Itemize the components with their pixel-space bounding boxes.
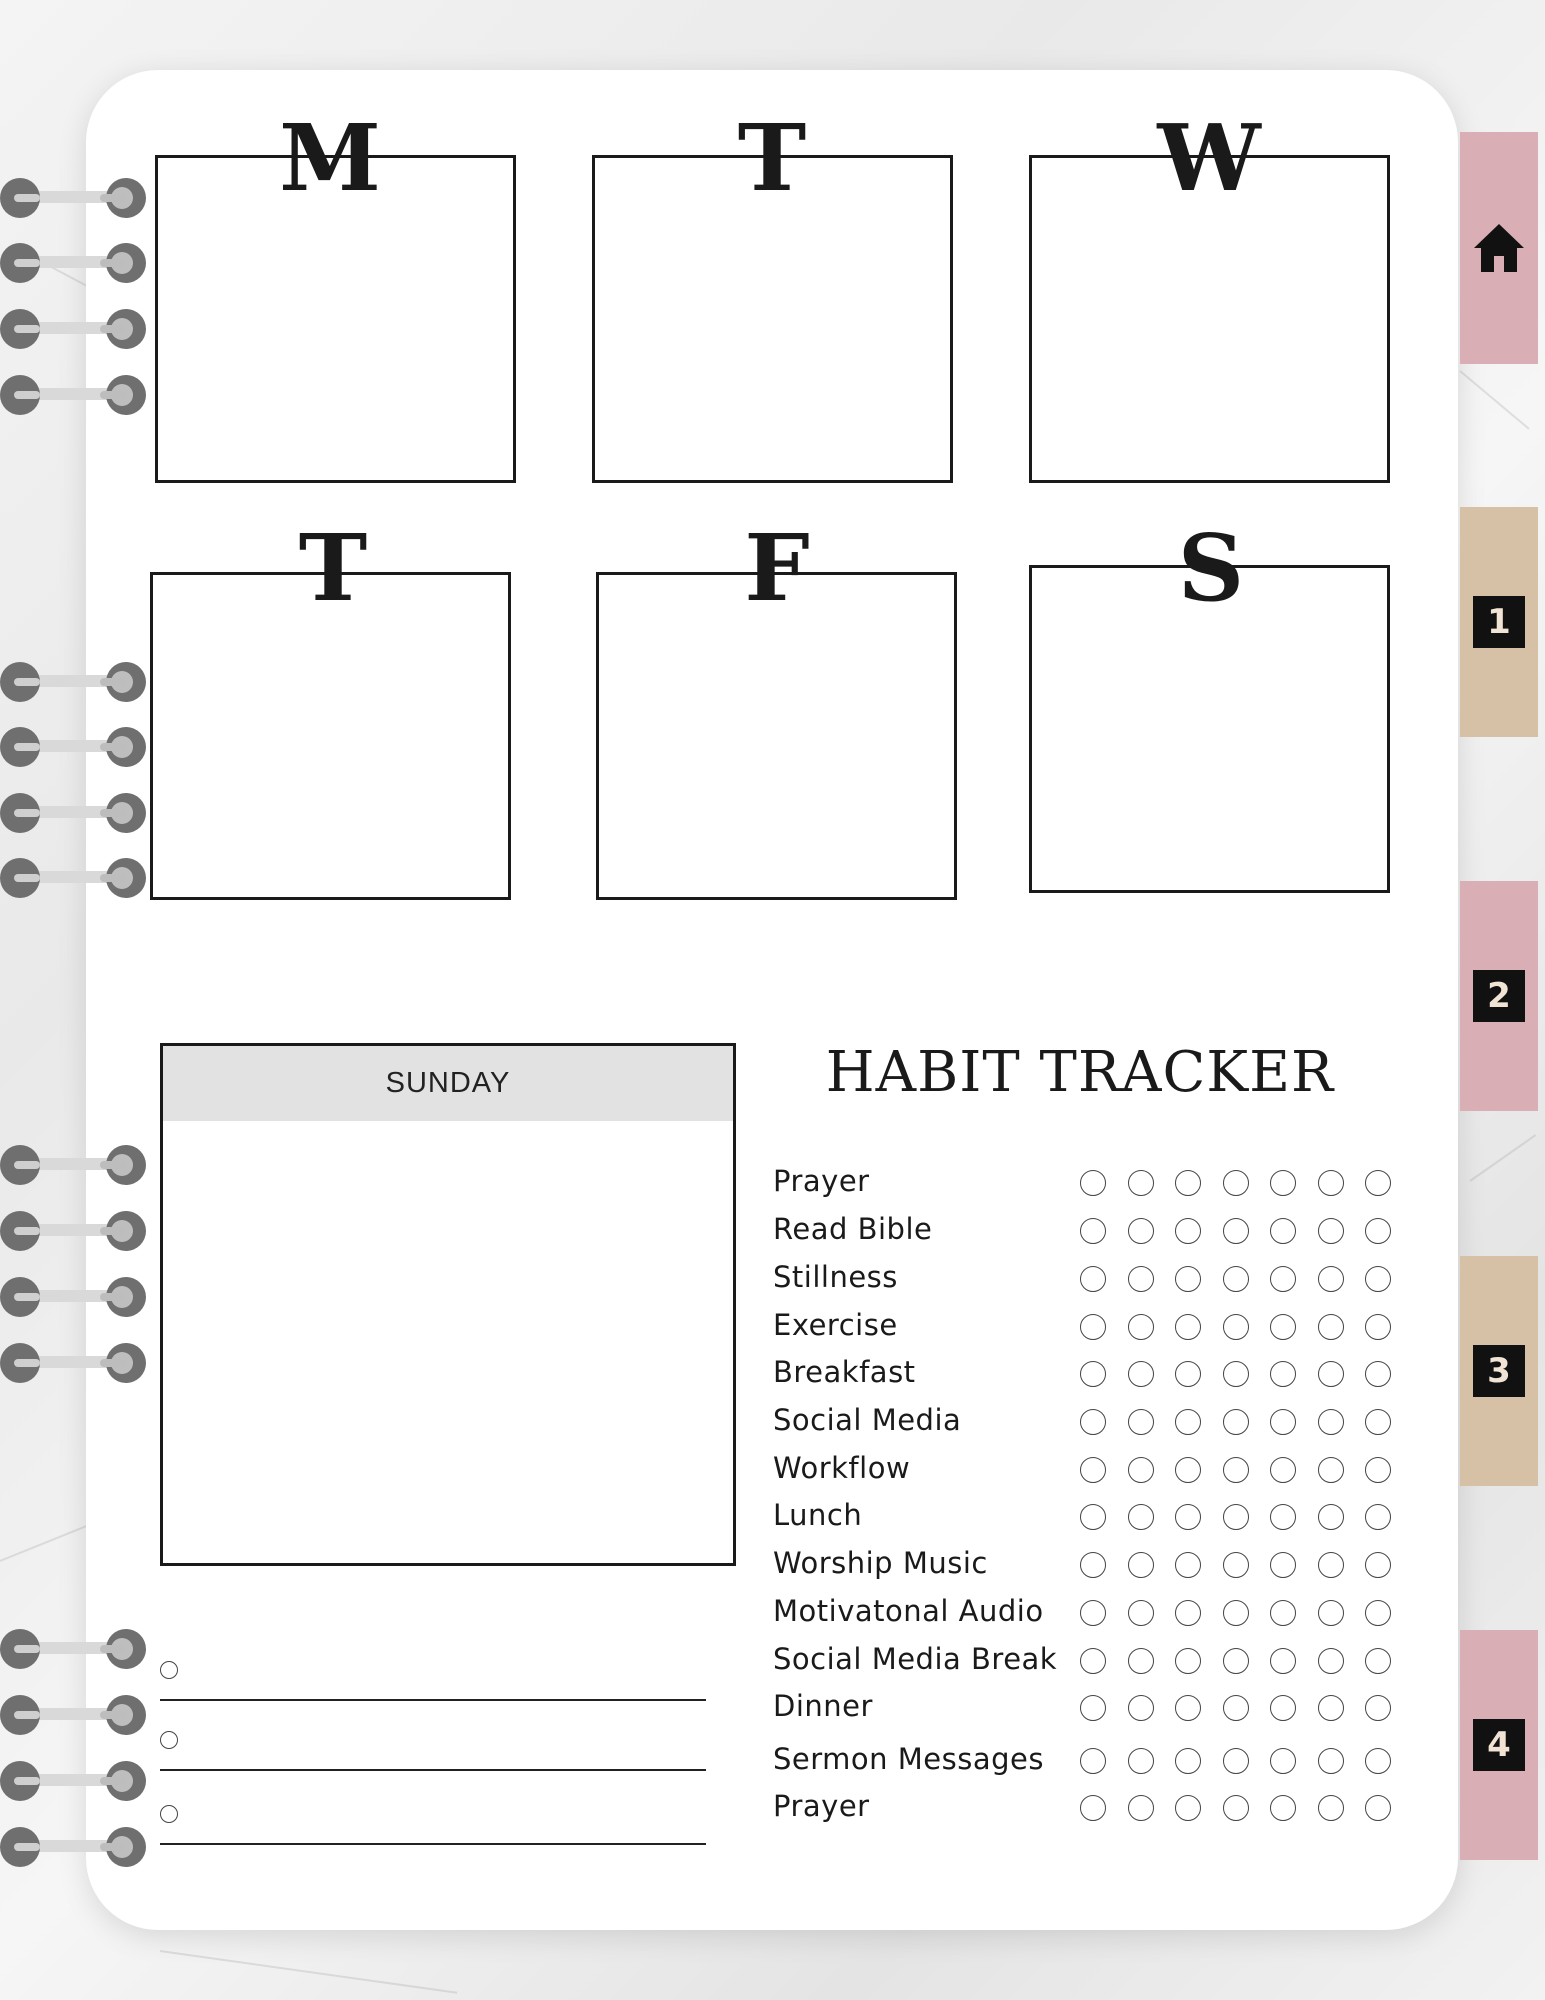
habit-checkbox[interactable]: [1175, 1314, 1201, 1340]
habit-checkbox[interactable]: [1175, 1409, 1201, 1435]
habit-row: [773, 1789, 1393, 1829]
tab-section-4-number: 4: [1473, 1719, 1525, 1771]
day-letter-monday: M: [279, 104, 381, 212]
habit-checkbox[interactable]: [1080, 1600, 1106, 1626]
habit-checkbox[interactable]: [1270, 1648, 1296, 1674]
habit-label: Worship Music: [773, 1546, 988, 1580]
habit-label: Stillness: [773, 1260, 898, 1294]
habit-checkbox[interactable]: [1270, 1695, 1296, 1721]
habit-checkbox[interactable]: [1128, 1695, 1154, 1721]
habit-checkbox[interactable]: [1223, 1695, 1249, 1721]
tab-section-1-number: 1: [1473, 596, 1525, 648]
todo-item[interactable]: [160, 1731, 706, 1771]
habit-checkbox[interactable]: [1175, 1361, 1201, 1387]
habit-checkbox[interactable]: [1223, 1314, 1249, 1340]
habit-checkbox[interactable]: [1128, 1457, 1154, 1483]
habit-checkbox[interactable]: [1128, 1314, 1154, 1340]
habit-checkbox[interactable]: [1318, 1361, 1344, 1387]
habit-checkbox[interactable]: [1080, 1695, 1106, 1721]
habit-row: [773, 1212, 1393, 1252]
todo-checkbox[interactable]: [160, 1731, 178, 1749]
binding-ring: [0, 659, 150, 705]
habit-checkbox[interactable]: [1080, 1409, 1106, 1435]
habit-checkbox[interactable]: [1318, 1552, 1344, 1578]
binding-ring: [0, 240, 150, 286]
habit-checkbox[interactable]: [1365, 1409, 1391, 1435]
habit-row: [773, 1689, 1393, 1729]
habit-checkbox[interactable]: [1080, 1795, 1106, 1821]
habit-checkbox[interactable]: [1128, 1218, 1154, 1244]
habit-checkbox[interactable]: [1175, 1218, 1201, 1244]
marble-vein: [1459, 370, 1529, 429]
habit-checkbox[interactable]: [1128, 1504, 1154, 1530]
home-icon: [1472, 222, 1526, 274]
habit-checkbox[interactable]: [1080, 1648, 1106, 1674]
habit-checkbox[interactable]: [1223, 1648, 1249, 1674]
habit-label: Lunch: [773, 1498, 863, 1532]
habit-checkbox[interactable]: [1128, 1648, 1154, 1674]
habit-row: [773, 1594, 1393, 1634]
habit-row: [773, 1742, 1393, 1782]
marble-vein: [1469, 1134, 1536, 1182]
habit-label: Prayer: [773, 1164, 870, 1198]
habit-checkbox[interactable]: [1175, 1648, 1201, 1674]
habit-checkbox[interactable]: [1365, 1361, 1391, 1387]
habit-checkbox[interactable]: [1223, 1361, 1249, 1387]
habit-checkbox[interactable]: [1365, 1504, 1391, 1530]
habit-checkbox[interactable]: [1080, 1266, 1106, 1292]
habit-checkbox[interactable]: [1128, 1266, 1154, 1292]
day-letter-tuesday: T: [737, 104, 807, 212]
habit-checkbox[interactable]: [1175, 1170, 1201, 1196]
habit-checkbox[interactable]: [1365, 1266, 1391, 1292]
habit-checkbox[interactable]: [1270, 1748, 1296, 1774]
habit-checkbox[interactable]: [1270, 1361, 1296, 1387]
tab-section-3-number: 3: [1473, 1345, 1525, 1397]
todo-line: [160, 1769, 706, 1771]
habit-checkbox[interactable]: [1270, 1552, 1296, 1578]
habit-checkbox[interactable]: [1223, 1600, 1249, 1626]
habit-checkbox[interactable]: [1080, 1218, 1106, 1244]
tab-home[interactable]: [1460, 132, 1538, 364]
habit-label: Exercise: [773, 1308, 898, 1342]
habit-checkbox[interactable]: [1175, 1504, 1201, 1530]
habit-checkbox[interactable]: [1365, 1795, 1391, 1821]
habit-checkbox[interactable]: [1175, 1795, 1201, 1821]
habit-row: [773, 1260, 1393, 1300]
habit-checkbox[interactable]: [1270, 1504, 1296, 1530]
habit-checkbox[interactable]: [1318, 1170, 1344, 1196]
habit-label: Sermon Messages: [773, 1742, 1044, 1776]
habit-tracker-title: HABIT TRACKER: [825, 1040, 1335, 1105]
habit-checkbox[interactable]: [1365, 1552, 1391, 1578]
habit-checkbox[interactable]: [1365, 1314, 1391, 1340]
habit-checkbox[interactable]: [1128, 1170, 1154, 1196]
day-letter-friday: F: [744, 514, 810, 622]
habit-checkbox[interactable]: [1080, 1457, 1106, 1483]
habit-row: [773, 1308, 1393, 1348]
habit-checkbox[interactable]: [1270, 1314, 1296, 1340]
habit-checkbox[interactable]: [1318, 1266, 1344, 1292]
day-letter-wednesday: W: [1157, 104, 1261, 212]
habit-checkbox[interactable]: [1223, 1218, 1249, 1244]
binding-ring: [0, 724, 150, 770]
habit-label: Read Bible: [773, 1212, 933, 1246]
habit-label: Workflow: [773, 1451, 911, 1485]
tab-section-3[interactable]: [1460, 1256, 1538, 1486]
habit-checkbox[interactable]: [1175, 1600, 1201, 1626]
habit-checkbox[interactable]: [1365, 1170, 1391, 1196]
habit-checkbox[interactable]: [1318, 1795, 1344, 1821]
todo-item[interactable]: [160, 1805, 706, 1845]
habit-label: Social Media Break: [773, 1642, 1058, 1676]
habit-checkbox[interactable]: [1128, 1748, 1154, 1774]
binding-ring: [0, 306, 150, 352]
habit-checkbox[interactable]: [1270, 1409, 1296, 1435]
habit-row: [773, 1451, 1393, 1491]
habit-row: [773, 1403, 1393, 1443]
marble-vein: [160, 1950, 457, 1994]
todo-checkbox[interactable]: [160, 1805, 178, 1823]
habit-checkbox[interactable]: [1175, 1748, 1201, 1774]
habit-label: Prayer: [773, 1789, 870, 1823]
binding-ring: [0, 1824, 150, 1870]
habit-checkbox[interactable]: [1223, 1748, 1249, 1774]
habit-checkbox[interactable]: [1318, 1504, 1344, 1530]
habit-checkbox[interactable]: [1080, 1361, 1106, 1387]
todo-line: [160, 1699, 706, 1701]
tab-section-1[interactable]: [1460, 507, 1538, 737]
habit-checkbox[interactable]: [1080, 1748, 1106, 1774]
binding-ring: [0, 1208, 150, 1254]
habit-label: Dinner: [773, 1689, 873, 1723]
habit-checkbox[interactable]: [1318, 1748, 1344, 1774]
habit-checkbox[interactable]: [1175, 1266, 1201, 1292]
habit-checkbox[interactable]: [1270, 1218, 1296, 1244]
habit-checkbox[interactable]: [1223, 1795, 1249, 1821]
habit-checkbox[interactable]: [1080, 1552, 1106, 1578]
habit-checkbox[interactable]: [1365, 1600, 1391, 1626]
habit-checkbox[interactable]: [1128, 1600, 1154, 1626]
habit-row: [773, 1546, 1393, 1586]
habit-checkbox[interactable]: [1365, 1648, 1391, 1674]
habit-checkbox[interactable]: [1270, 1170, 1296, 1196]
habit-checkbox[interactable]: [1365, 1218, 1391, 1244]
habit-checkbox[interactable]: [1080, 1170, 1106, 1196]
habit-checkbox[interactable]: [1223, 1457, 1249, 1483]
habit-checkbox[interactable]: [1080, 1314, 1106, 1340]
habit-checkbox[interactable]: [1270, 1266, 1296, 1292]
binding-ring: [0, 1340, 150, 1386]
habit-label: Social Media: [773, 1403, 962, 1437]
habit-checkbox[interactable]: [1318, 1457, 1344, 1483]
habit-checkbox[interactable]: [1223, 1552, 1249, 1578]
habit-checkbox[interactable]: [1223, 1504, 1249, 1530]
binding-ring: [0, 1626, 150, 1672]
binding-ring: [0, 855, 150, 901]
habit-checkbox[interactable]: [1365, 1457, 1391, 1483]
habit-checkbox[interactable]: [1175, 1552, 1201, 1578]
habit-checkbox[interactable]: [1223, 1170, 1249, 1196]
todo-checkbox[interactable]: [160, 1661, 178, 1679]
habit-checkbox[interactable]: [1128, 1795, 1154, 1821]
habit-checkbox[interactable]: [1365, 1748, 1391, 1774]
habit-checkbox[interactable]: [1365, 1695, 1391, 1721]
tab-section-4[interactable]: [1460, 1630, 1538, 1860]
day-letter-thursday: T: [298, 514, 368, 622]
habit-checkbox[interactable]: [1318, 1314, 1344, 1340]
habit-checkbox[interactable]: [1080, 1504, 1106, 1530]
habit-checkbox[interactable]: [1318, 1218, 1344, 1244]
habit-row: [773, 1164, 1393, 1204]
binding-ring: [0, 175, 150, 221]
habit-label: Breakfast: [773, 1355, 916, 1389]
habit-checkbox[interactable]: [1318, 1648, 1344, 1674]
habit-checkbox[interactable]: [1223, 1266, 1249, 1292]
habit-checkbox[interactable]: [1175, 1457, 1201, 1483]
habit-row: [773, 1498, 1393, 1538]
habit-label: Motivatonal Audio: [773, 1594, 1044, 1628]
habit-checkbox[interactable]: [1318, 1695, 1344, 1721]
binding-ring: [0, 1274, 150, 1320]
tab-section-2[interactable]: [1460, 881, 1538, 1111]
binding-ring: [0, 1758, 150, 1804]
habit-checkbox[interactable]: [1318, 1409, 1344, 1435]
habit-checkbox[interactable]: [1318, 1600, 1344, 1626]
sunday-notes-area[interactable]: [163, 1121, 733, 1563]
habit-checkbox[interactable]: [1128, 1409, 1154, 1435]
habit-checkbox[interactable]: [1128, 1552, 1154, 1578]
todo-line: [160, 1843, 706, 1845]
habit-checkbox[interactable]: [1270, 1600, 1296, 1626]
binding-ring: [0, 790, 150, 836]
todo-item[interactable]: [160, 1661, 706, 1701]
habit-row: [773, 1642, 1393, 1682]
sunday-box: [160, 1043, 736, 1566]
binding-ring: [0, 1692, 150, 1738]
binding-ring: [0, 1142, 150, 1188]
sunday-header: SUNDAY: [163, 1046, 733, 1121]
habit-checkbox[interactable]: [1270, 1795, 1296, 1821]
habit-checkbox[interactable]: [1175, 1695, 1201, 1721]
binding-ring: [0, 372, 150, 418]
habit-checkbox[interactable]: [1223, 1409, 1249, 1435]
habit-checkbox[interactable]: [1128, 1361, 1154, 1387]
habit-checkbox[interactable]: [1270, 1457, 1296, 1483]
habit-row: [773, 1355, 1393, 1395]
day-letter-saturday: S: [1177, 514, 1245, 622]
tab-section-2-number: 2: [1473, 970, 1525, 1022]
